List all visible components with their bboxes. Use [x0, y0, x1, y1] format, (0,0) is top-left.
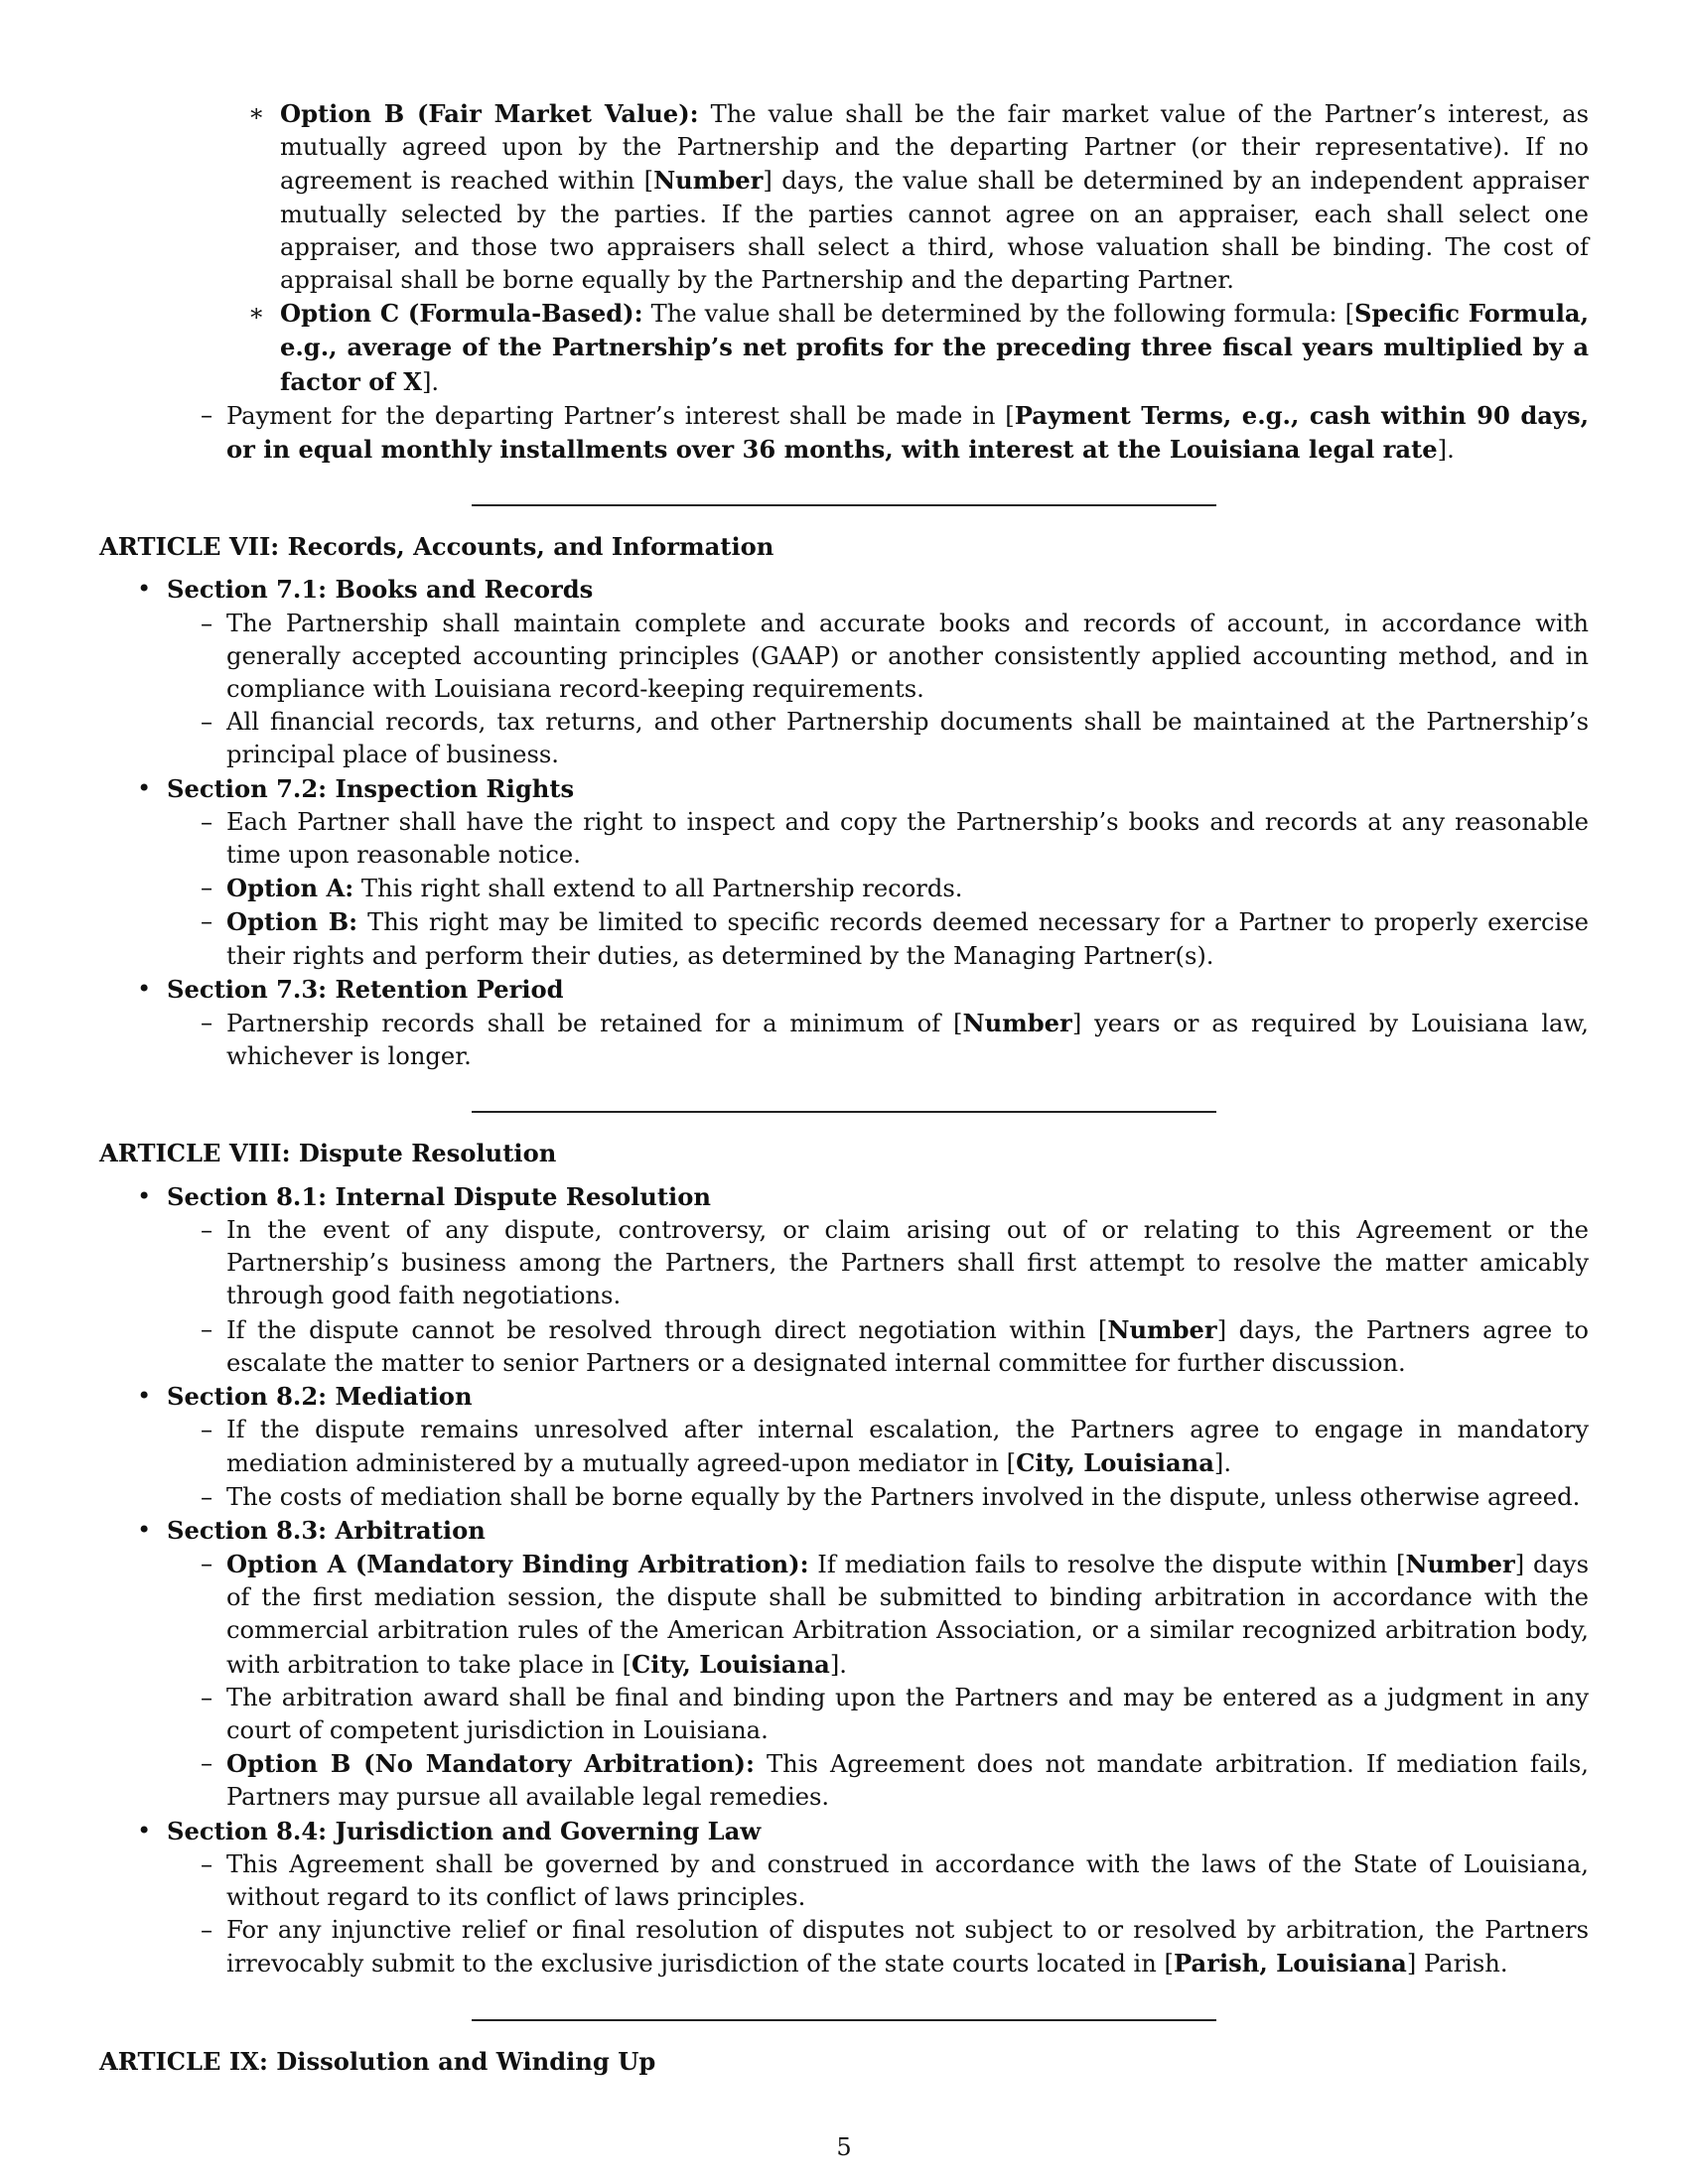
bullet-marker: • — [137, 1515, 152, 1544]
section-7-2-option-b: – Option B: This right may be limited to specific records deemed necessary for a Partner to properly exercise their rights and perform their duties, as determined by the Managing Partner(s). — [201, 907, 1589, 970]
section-8-1-item: – If the dispute cannot be resolved through direct negotiation within [Number] days, the Partners agree to escalate the matter to senior Partners or a designated internal committee for further discussion. — [201, 1314, 1589, 1377]
dash-marker: – — [201, 907, 213, 936]
dash-marker: – — [201, 1009, 213, 1037]
dash-marker: – — [201, 1482, 213, 1511]
section-7-1-item: – The Partnership shall maintain complete and accurate books and records of account, in accordance with generally accepted accounting principles (GAAP) or another consistently applied accounting method, and in compliance with Louisiana record-keeping requirements. — [201, 609, 1589, 704]
section-7-2-heading: • Section 7.2: Inspection Rights — [99, 772, 1589, 806]
section-7-3-heading: • Section 7.3: Retention Period — [99, 973, 1589, 1007]
dash-marker: – — [201, 1416, 213, 1444]
section-7-1-item: – All financial records, tax returns, and other Partnership documents shall be maintained at the Partnership’s principal place of business. — [201, 708, 1589, 769]
bullet-marker: • — [137, 773, 152, 802]
section-8-3-option-a: – Option A (Mandatory Binding Arbitration): If mediation fails to resolve the dispute within [Number] days of the first mediation session, the dispute shall be submitted to binding arbitration in accordance with the commercial arbitration rules of the American Arbitration Association, or a similar recognized arbitration body, with arbitration to take place in [City, Louisiana]. — [201, 1549, 1589, 1679]
page-number: 5 — [836, 2133, 852, 2161]
section-8-1-item: – In the event of any dispute, controversy, or claim arising out of or relating to this Agreement or the Partnership’s business among the Partners, the Partners shall first attempt to resolve the matter amicably through good faith negotiations. — [201, 1215, 1589, 1310]
bullet-marker: • — [137, 1181, 152, 1210]
section-7-2-option-a: – Option A: This right shall extend to all Partnership records. — [99, 872, 1589, 905]
bullet-marker: • — [137, 575, 152, 604]
dash-marker: – — [201, 400, 213, 429]
section-divider — [472, 504, 1216, 506]
section-8-1-heading: • Section 8.1: Internal Dispute Resolution — [99, 1180, 1589, 1214]
section-8-3-option-b: – Option B (No Mandatory Arbitration): This Agreement does not mandate arbitration. If mediation fails, Partners may pursue all available legal remedies. — [201, 1749, 1589, 1812]
section-8-2-item: – The costs of mediation shall be borne equally by the Partners involved in the dispute, unless otherwise agreed. — [99, 1481, 1589, 1514]
dash-marker: – — [201, 708, 213, 737]
section-7-1-heading: • Section 7.1: Books and Records — [99, 573, 1589, 607]
valuation-option-b: ∗ Option B (Fair Market Value): The value shall be the fair market value of the Partner’s interest, as mutually agreed upon by the Partnership and the departing Partner (or their representative). If no agreement is reached within [Number] days, the value shall be determined by an independent appraiser mutually selected by the parties. If the parties cannot agree on an appraiser, each shall select one appraiser, and those two appraisers shall select a third, whose valuation shall be binding. The cost of appraisal shall be borne equally by the Partnership and the departing Partner. — [248, 99, 1589, 295]
article-9-heading: ARTICLE IX: Dissolution and Winding Up — [99, 2046, 656, 2076]
dash-marker: – — [201, 1849, 213, 1878]
section-8-4-item: – For any injunctive relief or final resolution of disputes not subject to or resolved by arbitration, the Partners irrevocably submit to the exclusive jurisdiction of the state courts located in [Parish, Louisiana] Parish. — [201, 1916, 1589, 1979]
bullet-marker: • — [137, 1816, 152, 1844]
dash-marker: – — [201, 807, 213, 836]
section-divider — [472, 2019, 1216, 2021]
dash-marker: – — [201, 1314, 213, 1343]
section-8-4-item: – This Agreement shall be governed by and construed in accordance with the laws of the State of Louisiana, without regard to its conflict of laws principles. — [201, 1849, 1589, 1911]
section-8-2-heading: • Section 8.2: Mediation — [99, 1380, 1589, 1414]
bullet-marker: • — [137, 1381, 152, 1410]
star-marker: ∗ — [248, 99, 265, 127]
section-8-3-heading: • Section 8.3: Arbitration — [99, 1514, 1589, 1548]
article-7-heading: ARTICLE VII: Records, Accounts, and Information — [99, 532, 774, 562]
bullet-marker: • — [137, 974, 152, 1003]
dash-marker: – — [201, 874, 213, 902]
dash-marker: – — [201, 1549, 213, 1577]
valuation-option-c: ∗ Option C (Formula-Based): The value shall be determined by the following formula: [Specific Formula, e.g., average of the Partnership’s net profits for the preceding three fiscal years multiplied by a factor of X]. — [248, 299, 1589, 396]
dash-marker: – — [201, 1683, 213, 1711]
document-body — [99, 97, 1589, 2088]
dash-marker: – — [201, 1215, 213, 1244]
section-8-3-item: – The arbitration award shall be final and binding upon the Partners and may be entered as a judgment in any court of competent jurisdiction in Louisiana. — [201, 1683, 1589, 1744]
section-8-2-item: – If the dispute remains unresolved after internal escalation, the Partners agree to engage in mandatory mediation administered by a mutually agreed-upon mediator in [City, Louisiana]. — [201, 1416, 1589, 1478]
payment-terms-item: – Payment for the departing Partner’s interest shall be made in [Payment Terms, e.g., cash within 90 days, or in equal monthly installments over 36 months, with interest at the Louisiana legal rate]. — [201, 400, 1589, 465]
dash-marker: – — [201, 1749, 213, 1778]
section-8-4-heading: • Section 8.4: Jurisdiction and Governing Law — [99, 1815, 1589, 1848]
dash-marker: – — [201, 609, 213, 637]
star-marker: ∗ — [248, 299, 265, 328]
section-7-2-item: – Each Partner shall have the right to inspect and copy the Partnership’s books and records at any reasonable time upon reasonable notice. — [201, 807, 1589, 870]
section-7-3-item: – Partnership records shall be retained for a minimum of [Number] years or as required by Louisiana law, whichever is longer. — [201, 1009, 1589, 1071]
dash-marker: – — [201, 1916, 213, 1945]
article-8-heading: ARTICLE VIII: Dispute Resolution — [99, 1139, 557, 1168]
section-divider — [472, 1111, 1216, 1113]
